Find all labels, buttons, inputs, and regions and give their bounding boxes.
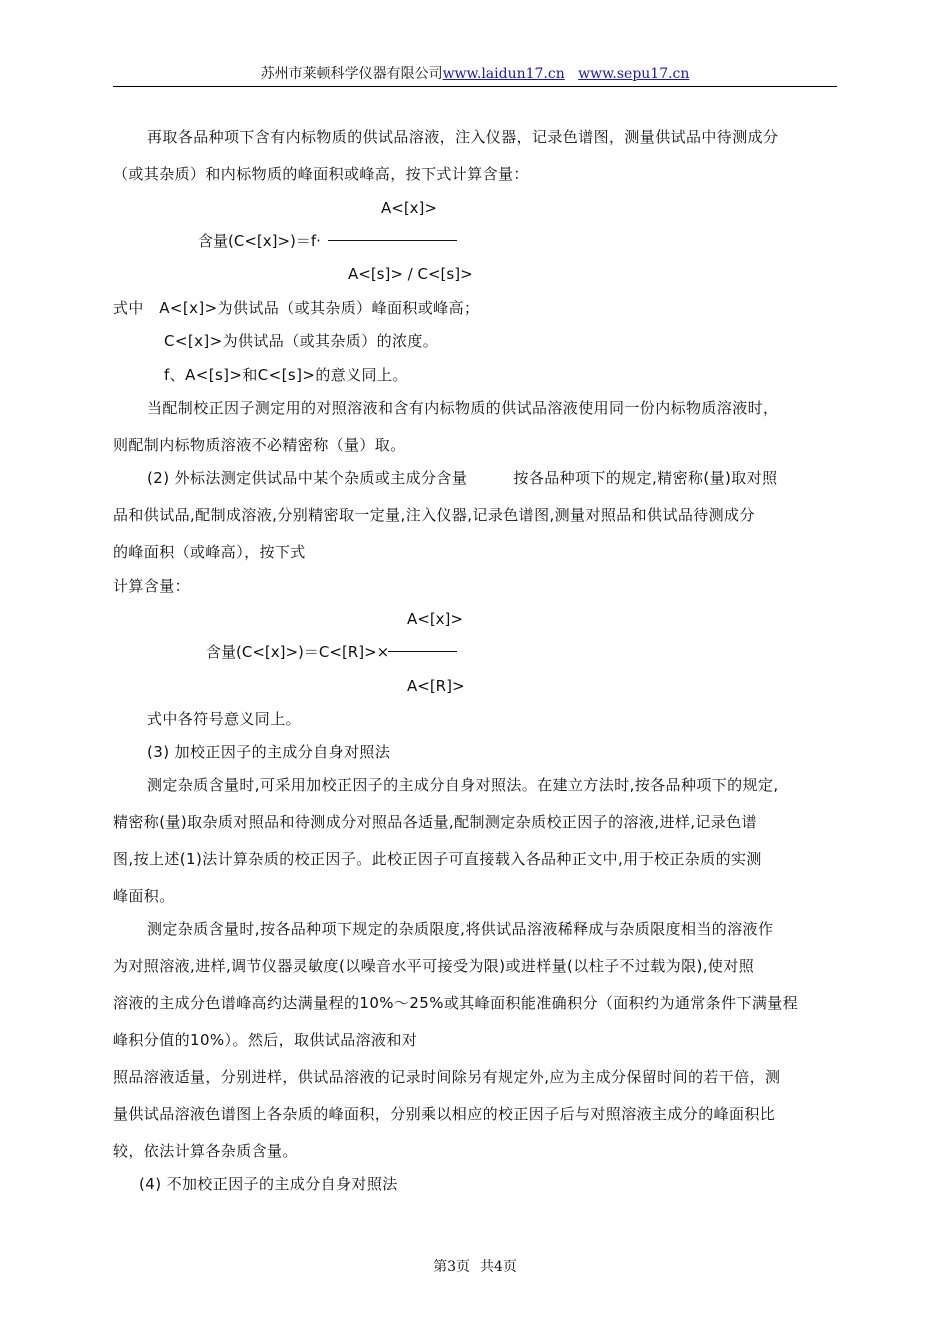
paragraph-line: 量供试品溶液色谱图上各杂质的峰面积，分别乘以相应的校正因子后与对照溶液主成分的峰面积比 — [113, 1105, 776, 1123]
paragraph-line: 测定杂质含量时,按各品种项下规定的杂质限度,将供试品溶液稀释成与杂质限度相当的溶液作 — [147, 920, 774, 938]
fraction-bar — [328, 240, 457, 241]
fraction-bar — [388, 651, 457, 652]
paragraph-line: 溶液的主成分色谱峰高约达满量程的10%～25%或其峰面积能准确积分（面积约为通常条件下满量程 — [113, 994, 799, 1012]
page-header — [113, 64, 837, 87]
paragraph-line: 式中各符号意义同上。 — [147, 710, 302, 728]
paragraph-line: 计算含量： — [113, 577, 191, 595]
page-footer — [0, 1258, 950, 1276]
paragraph-line: (2) 外标法测定供试品中某个杂质或主成分含量 按各品种项下的规定,精密称(量)取对照 — [147, 469, 778, 487]
website-link-sepu[interactable]: www.sepu17.cn — [578, 66, 690, 82]
formula-lhs: 含量(C<[x]>)＝C<[R]>× — [206, 643, 390, 661]
paragraph-line: 则配制内标物质溶液不必精密称（量）取。 — [113, 436, 406, 454]
paragraph-line: 再取各品种项下含有内标物质的供试品溶液，注入仪器，记录色谱图，测量供试品中待测成分 — [147, 128, 779, 146]
paragraph-line: 精密称(量)取杂质对照品和待测成分对照品各适量,配制测定杂质校正因子的溶液,进样,记录色谱 — [113, 813, 758, 831]
paragraph-line: 照品溶液适量，分别进样，供试品溶液的记录时间除另有规定外,应为主成分保留时间的若干倍，测 — [113, 1068, 781, 1086]
formula-numerator: A<[x]> — [381, 199, 437, 217]
company-name: 苏州市莱顿科学仪器有限公司 — [260, 66, 443, 82]
paragraph-line: 品和供试品,配制成溶液,分别精密取一定量,注入仪器,记录色谱图,测量对照品和供试品待测成分 — [113, 506, 755, 524]
website-link-laidun[interactable]: www.laidun17.cn — [442, 66, 565, 82]
paragraph-line: 峰面积。 — [113, 887, 175, 905]
definition-line: C<[x]>为供试品（或其杂质）的浓度。 — [164, 332, 439, 350]
total-pages: 共4页 — [480, 1259, 517, 1275]
formula-denominator: A<[R]> — [407, 677, 465, 695]
formula-denominator: A<[s]> / C<[s]> — [348, 265, 473, 283]
formula-lhs: 含量(C<[x]>)＝f· — [198, 232, 321, 250]
paragraph-line: 的峰面积（或峰高），按下式 — [113, 543, 306, 561]
paragraph-line: 为对照溶液,进样,调节仪器灵敏度(以噪音水平可接受为限)或进样量(以柱子不过载为限),使对照 — [113, 957, 755, 975]
section-heading: (3) 加校正因子的主成分自身对照法 — [147, 743, 391, 761]
page-number: 第3页 — [433, 1259, 470, 1275]
paragraph-line: 图,按上述(1)法计算杂质的校正因子。此校正因子可直接载入各品种正文中,用于校正杂质的实测 — [113, 850, 762, 868]
paragraph-line: 较，依法计算各杂质含量。 — [113, 1142, 298, 1160]
paragraph-line: 测定杂质含量时,可采用加校正因子的主成分自身对照法。在建立方法时,按各品种项下的规定, — [147, 776, 779, 794]
paragraph-line: 峰积分值的10%）。然后，取供试品溶液和对 — [113, 1031, 418, 1049]
section-heading: (4) 不加校正因子的主成分自身对照法 — [139, 1175, 398, 1193]
definition-line: f、A<[s]>和C<[s]>的意义同上。 — [164, 366, 408, 384]
formula-numerator: A<[x]> — [407, 610, 463, 628]
definition-line: 式中 A<[x]>为供试品（或其杂质）峰面积或峰高； — [113, 299, 480, 317]
paragraph-line: （或其杂质）和内标物质的峰面积或峰高，按下式计算含量： — [113, 165, 529, 183]
paragraph-line: 当配制校正因子测定用的对照溶液和含有内标物质的供试品溶液使用同一份内标物质溶液时， — [147, 399, 779, 417]
